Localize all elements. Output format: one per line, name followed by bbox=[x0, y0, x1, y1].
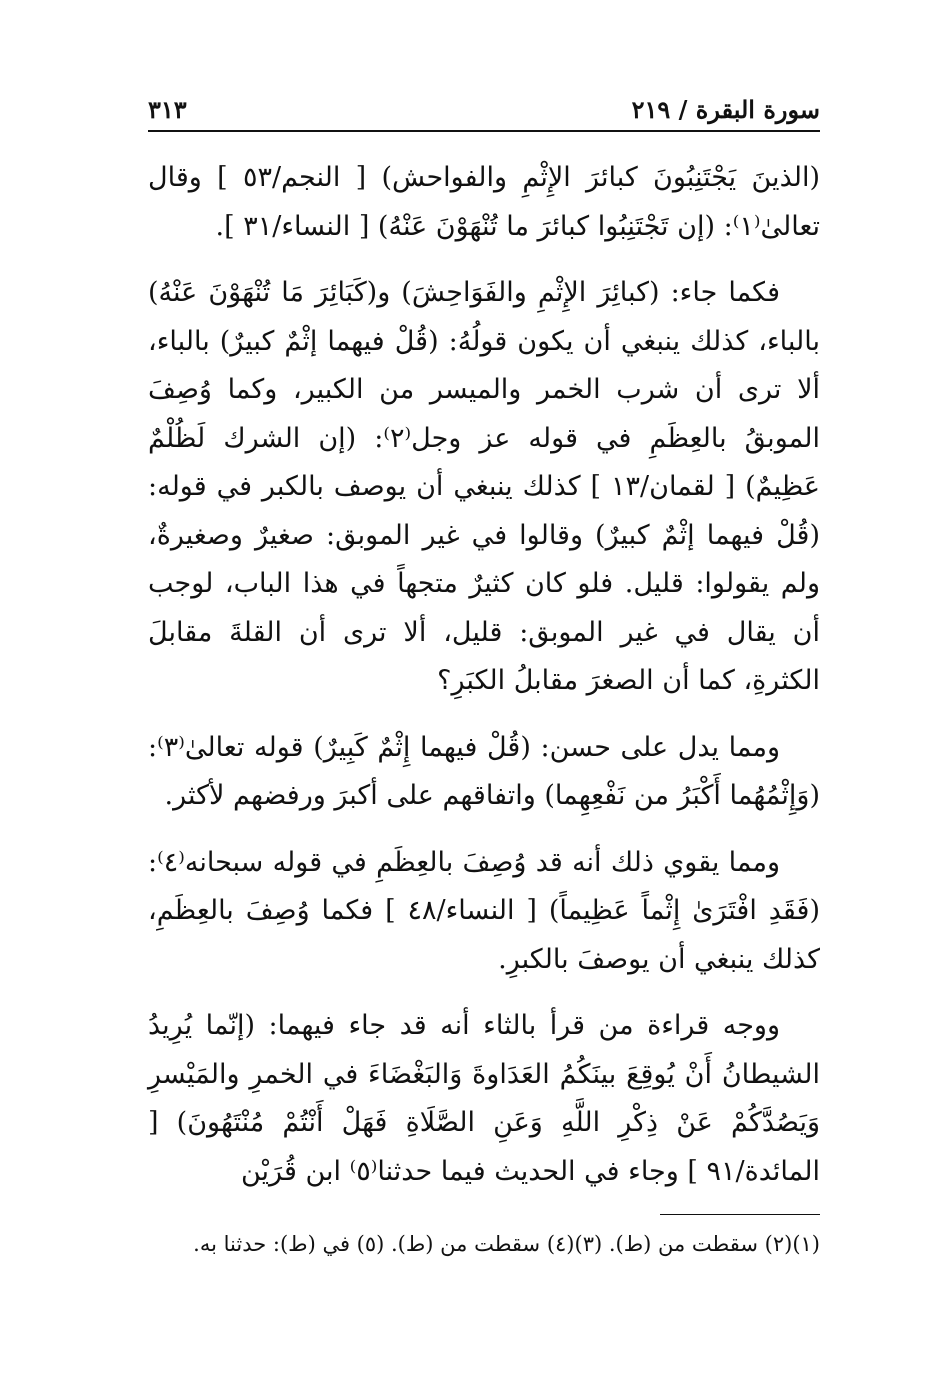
paragraph: ومما يدل على حسن: (قُلْ فيهما إِثْمٌ كَبِيرٌ) قوله تعالىٰ⁽٣⁾: (وَإِثْمُهُما أَكْبَرُ من نَفْعِهِما) واتفاقهم على أكبرَ ورفضهم لأكثر. bbox=[148, 731, 820, 811]
running-title: سورة البقرة / ٢١٩ bbox=[631, 95, 820, 124]
document-page bbox=[148, 90, 820, 1320]
paragraph: ووجه قراءة من قرأ بالثاء أنه قد جاء فيهما: (إنّما يُرِيدُ الشيطانُ أَنْ يُوقِعَ بينَكُمُ العَدَاوةَ وَالبَغْضَاءَ في الخمرِ والمَيْسرِ وَيَصُدَّكُمْ عَنْ ذِكْرِ اللَّهِ وَعَنِ الصَّلَاةِ فَهَلْ أَنْتُمْ مُنْتَهُونَ) [ المائدة/٩١ ] وجاء في الحديث فيما حدثنا⁽٥⁾ ابن قُرَيْن bbox=[148, 1010, 820, 1187]
paragraph: فكما جاء: (كبائِرَ الإِثْمِ والفَوَاحِشَ) و(كَبَائِرَ مَا تُنْهَوْنَ عَنْهُ) بالباء، كذلك ينبغي أن يكون قولُهُ: (قُلْ فيهما إثْمٌ كبيرٌ) بالباء، ألا ترى أن شرب الخمر والميسر من الكبير، وكما وُصِفَ الموبقُ بالعِظَمِ في قوله عز وجل⁽٢⁾: (إن الشرك لَظُلْمٌ عَظِيمٌ) [ لقمان/١٣ ] كذلك ينبغي أن يوصف بالكبر في قوله: (قُلْ فيهما إثْمٌ كبيرٌ) وقالوا في غير الموبق: صغيرٌ وصغيرةٌ، ولم يقولوا: قليل. فلو كان كثيرٌ متجهاً في هذا الباب، لوجب أن يقال في غير الموبق: قليل، ألا ترى أن القلةَ مقابلَ الكثرةِ، كما أن الصغرَ مقابلُ الكبَرِ؟ bbox=[148, 277, 820, 696]
page-number: ٣١٣ bbox=[148, 95, 187, 124]
header-rule bbox=[148, 130, 820, 132]
paragraph: (الذينَ يَجْتَنِبُونَ كبائرَ الإِثْمِ والفواحش) [ النجم/٥٣ ] وقال تعالىٰ⁽١⁾: (إن تَجْتَنِبُوا كبائرَ ما تُنْهَوْنَ عَنْهُ) [ النساء/٣١ ]. bbox=[148, 162, 820, 242]
running-head bbox=[148, 90, 820, 124]
footnotes: (١)(٢) سقطت من (ط). (٣)(٤) سقطت من (ط). (٥) في (ط): حدثنا به. bbox=[193, 1232, 820, 1256]
footnote-rule bbox=[660, 1214, 820, 1215]
paragraph: ومما يقوي ذلك أنه قد وُصِفَ بالعِظَمِ في قوله سبحانه⁽٤⁾: (فَقَدِ افْتَرَىٰ إِثْماً عَظِيماً) [ النساء/٤٨ ] فكما وُصِفَ بالعِظَمِ، كذلك ينبغي أن يوصفَ بالكبرِ. bbox=[148, 846, 820, 975]
body-text bbox=[148, 154, 820, 1196]
